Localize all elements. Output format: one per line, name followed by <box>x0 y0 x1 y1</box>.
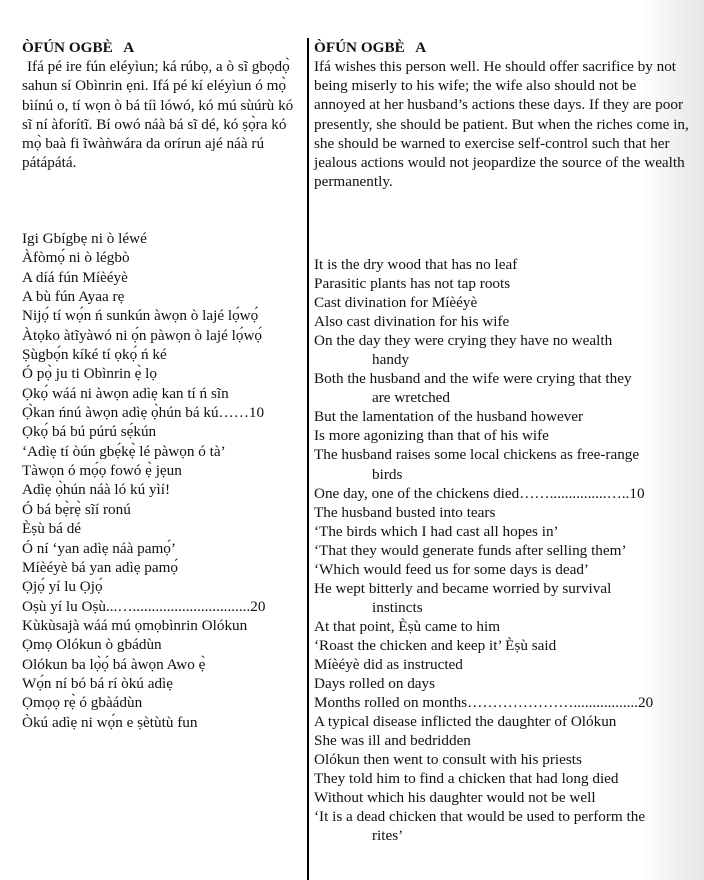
verse-text: Míèéyè did as instructed <box>314 655 463 673</box>
verse-line <box>314 293 689 312</box>
verse-line: Nijọ́ tí wọ́n ń sunkún àwọn ò lajé lọ́wọ́ <box>22 307 259 325</box>
verse-text: At that point, Èṣù came to him <box>314 617 501 635</box>
verse-text: Is more agonizing than that of his wife <box>314 427 549 445</box>
verse-line <box>314 731 689 750</box>
verse-line: Ọmọọ rẹ̀ ó gbàádùn <box>22 694 143 712</box>
verse-text: Both the husband and the wife were crying that they <box>314 370 632 388</box>
verse-line: Igi Gbígbẹ ni ò léwé <box>22 230 147 247</box>
verse-line: Ó pọ̀ ju ti Obìnrin ẹ̀ lọ <box>22 365 157 383</box>
yoruba-intro: Ifá pé ire fún eléyìun; ká rúbọ, a ò sĩ gbọdọ̀ sahun sí Obìnrin ẹni. Ifá pé kí eléyìun ó mọ̀ bìínú o, tí wọn ò bá tíì lówó, kó mú sùúrù kó sĩ ní àforítĩ. Bí owó náà bá sĩ dé, kó ṣọ̀ra kó mọ̀ baà fi ĩwàǹwára da orírun ajé náà rú pátápátá. <box>22 58 294 172</box>
yoruba-column <box>22 38 304 731</box>
verse-line: Ọmọ Olókun ò gbádùn <box>22 636 162 654</box>
verse-text: A typical disease inflicted the daughter of Olókun <box>314 713 617 731</box>
verse-line: Ó bá bẹ̀rẹ̀ sĩí ronú <box>22 500 131 518</box>
verse-line <box>314 426 689 445</box>
verse-continuation: birds <box>372 465 403 483</box>
verse-line: Tàwọn ó mọ́ọ fowó ẹ̀ jẹun <box>22 462 182 480</box>
verse-line <box>314 331 689 369</box>
verse-line: ‘Adìẹ tí òún gbẹ́kẹ̀ lé pàwọn ó tà’ <box>22 442 226 460</box>
verse-line <box>314 807 689 845</box>
english-heading: ÒFÚN OGBÈ A <box>314 39 427 56</box>
verse-line: Ṣùgbọ́n kíké tí ọkọ́ ń ké <box>22 346 167 364</box>
verse-line <box>314 693 689 712</box>
verse-text: ‘Which would feed us for some days is dead’ <box>314 560 589 578</box>
verse-line <box>314 750 689 769</box>
verse-line <box>314 655 689 674</box>
verse-text: One day, one of the chickens died……...............…..10 <box>314 484 645 502</box>
verse-line: Àfòmọ́ ni ò légbò <box>22 249 130 267</box>
verse-text: ‘The birds which I had cast all hopes in’ <box>314 522 559 540</box>
verse-line <box>314 484 689 503</box>
verse-line: Oṣù yí lu Oṣù...…...............................20 <box>22 597 266 615</box>
verse-line: Míèéyè bá yan adìẹ pamọ́ <box>22 558 179 576</box>
verse-continuation: handy <box>372 351 410 369</box>
verse-text: Months rolled on months………………….................20 <box>314 694 654 712</box>
verse-line: Àtọko àtĩyàwó ni ọ́n pàwọn ò lajé lọ́wọ́ <box>22 326 263 344</box>
verse-line: Ọkọ́ wáá ni àwọn adìẹ kan tí ń sĩn <box>22 384 229 402</box>
verse-continuation: are wretched <box>372 389 450 407</box>
verse-line: Adìẹ ọ̀hún náà ló kú yìí! <box>22 481 171 499</box>
verse-text: Olókun then went to consult with his priests <box>314 751 582 769</box>
verse-line <box>314 445 689 483</box>
verse-line: Èṣù bá dé <box>22 520 82 538</box>
verse-line: Olókun ba lọ̀ọ́ bá àwọn Awo ẹ̀ <box>22 655 206 673</box>
verse-text: The husband busted into tears <box>314 503 496 521</box>
verse-line <box>314 541 689 560</box>
verse-continuation: instincts <box>372 598 423 616</box>
column-divider <box>307 38 309 880</box>
verse-line <box>314 274 689 293</box>
english-verse-list <box>314 255 689 845</box>
verse-line: Ọkọ́ bá bú púrú sẹ́kún <box>22 423 157 441</box>
verse-line: A díá fún Míèéyè <box>22 268 128 286</box>
verse-line <box>314 369 689 407</box>
verse-line <box>314 579 689 617</box>
english-column <box>314 38 689 845</box>
verse-continuation: rites’ <box>372 827 404 845</box>
english-intro: Ifá wishes this person well. He should offer sacrifice by not being miserly to his wife; the wife also should not be annoyed at her husband’s actions these days. If they are poor presently, she should be patient. But when the riches come in, she should be warned to exercise self-control such that her jealous actions would not jeopardize the source of the wealth permanently. <box>314 58 689 191</box>
verse-text: Days rolled on days <box>314 675 436 693</box>
verse-line: Ọjọ́ yí lu Ọjọ́ <box>22 578 103 596</box>
verse-line: Kùkùsajà wáá mú ọmọbìnrin Olókun <box>22 616 248 634</box>
verse-line: Ó ní ‘yan adìẹ náà pamọ́’ <box>22 539 176 557</box>
verse-text: ‘It is a dead chicken that would be used to perform the <box>314 808 646 826</box>
verse-line <box>314 712 689 731</box>
verse-text: ‘Roast the chicken and keep it’ Èṣù said <box>314 636 557 654</box>
verse-line <box>314 503 689 522</box>
verse-line: A bù fún Ayaa rẹ <box>22 288 125 306</box>
verse-line <box>314 522 689 541</box>
verse-line <box>314 636 689 655</box>
yoruba-verse-list <box>22 229 265 732</box>
verse-text: Also cast divination for his wife <box>314 313 510 331</box>
verse-text: Parasitic plants has not tap roots <box>314 275 511 293</box>
yoruba-heading: ÒFÚN OGBÈ A <box>22 39 135 56</box>
verse-text: ‘That they would generate funds after selling them’ <box>314 541 627 559</box>
verse-text: The husband raises some local chickens as free-range <box>314 446 640 464</box>
verse-line <box>314 788 689 807</box>
verse-line: Òkú adìẹ ni wọ́n e ṣètùtù fun <box>22 713 198 731</box>
verse-text: But the lamentation of the husband however <box>314 408 584 426</box>
verse-line <box>314 407 689 426</box>
verse-text: Cast divination for Míèéyè <box>314 294 478 312</box>
verse-line <box>314 312 689 331</box>
verse-line: Wọ́n ní bó bá rí òkú adìẹ <box>22 674 173 692</box>
verse-line <box>314 560 689 579</box>
verse-text: On the day they were crying they have no wealth <box>314 332 613 350</box>
verse-text: He wept bitterly and became worried by survival <box>314 579 612 597</box>
verse-line <box>314 617 689 636</box>
verse-text: It is the dry wood that has no leaf <box>314 256 518 273</box>
verse-line <box>314 255 689 274</box>
verse-line <box>314 674 689 693</box>
verse-text: She was ill and bedridden <box>314 732 471 750</box>
verse-text: Without which his daughter would not be well <box>314 789 596 807</box>
verse-line: Ọ̀kan ńnú àwọn adìẹ ọ̀hún bá kú……10 <box>22 404 265 422</box>
verse-text: They told him to find a chicken that had long died <box>314 770 619 788</box>
verse-line <box>314 769 689 788</box>
